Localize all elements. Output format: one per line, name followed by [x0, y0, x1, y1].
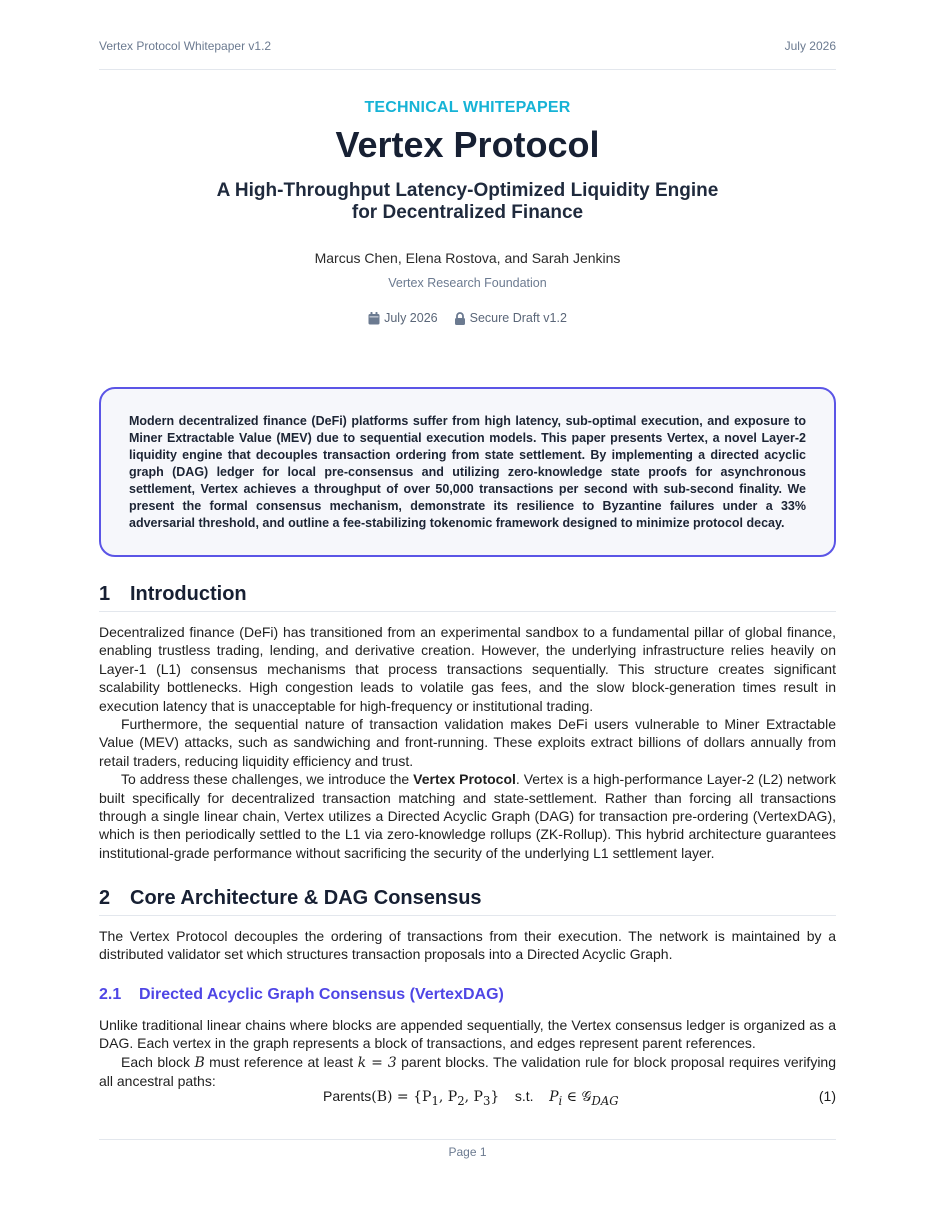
- paragraph: [99, 770, 836, 862]
- math-inline: k = 3: [357, 1054, 397, 1071]
- document-title: Vertex Protocol: [335, 124, 600, 165]
- protocol-name-emphasis: Vertex Protocol: [413, 771, 516, 788]
- subtitle-line-2: for Decentralized Finance: [351, 202, 584, 223]
- meta-date: [368, 311, 438, 325]
- equation-term: ∈ 𝒢: [562, 1089, 592, 1105]
- meta-status: [454, 311, 567, 325]
- running-header-title: Vertex Protocol Whitepaper v1.2: [99, 39, 272, 53]
- section-heading-core-architecture: [99, 887, 836, 916]
- meta-date-text: July 2026: [384, 311, 438, 325]
- section-title: Core Architecture & DAG Consensus: [130, 887, 482, 909]
- section-title: Introduction: [130, 583, 247, 605]
- equation-arg: (B): [371, 1089, 393, 1105]
- paragraph: Unlike traditional linear chains where blocks are appended sequentially, the Vertex consensus ledger is organized as a DAG. Each vertex in the graph represents a block of transactions, and edges represent parent references.: [99, 1017, 836, 1052]
- paragraph-text: parent blocks. The validation rule for block proposal requires verifying all ancestral paths:: [99, 1053, 837, 1090]
- section-body-core-architecture: [99, 927, 836, 964]
- running-header: [99, 39, 836, 53]
- equation-var: P: [549, 1089, 559, 1105]
- equation-sub: 1: [431, 1093, 439, 1108]
- abstract-text: Modern decentralized finance (DeFi) platforms suffer from high latency, sub-optimal execution, and exposure to Miner Extractable Value (MEV) due to sequential execution models. This paper presents Vertex, a novel Layer-2 liquidity engine that decouples transaction ordering from state settlement. By implementing a directed acyclic graph (DAG) ledger for local pre-consensus and utilizing zero-knowledge state proofs for asynchronous settlement, Vertex achieves a throughput of over 50,000 transactions per second with sub-second finality. We present the formal consensus mechanism, demonstrate its resilience to Byzantine failures under a 33% adversarial threshold, and outline a fee-stabilizing tokenomic framework designed to minimize protocol decay.: [129, 414, 806, 530]
- math-variable: B: [194, 1054, 205, 1071]
- section-body-introduction: [99, 623, 836, 862]
- running-header-date: July 2026: [784, 39, 836, 53]
- equation-such-that: s.t.: [514, 1088, 534, 1104]
- header-divider: [99, 69, 836, 70]
- subsection-number: 2.1: [99, 986, 122, 1003]
- equation-term: , P: [464, 1089, 483, 1105]
- affiliation: Vertex Research Foundation: [388, 276, 547, 290]
- paragraph: The Vertex Protocol decouples the ordering of transactions from their execution. The network is maintained by a distributed validator set which structures transaction proposals into a Directed Acyclic Graph.: [99, 928, 836, 963]
- equation-sub: i: [558, 1093, 563, 1108]
- paragraph-text: Each block: [121, 1053, 195, 1070]
- equation-term: , P: [438, 1089, 458, 1105]
- subsection-heading-vertexdag: [99, 986, 504, 1004]
- equation-sub: 3: [482, 1093, 491, 1108]
- subsection-title: Directed Acyclic Graph Consensus (VertexDAG): [139, 986, 504, 1003]
- calendar-icon: [368, 312, 380, 325]
- author-list: Marcus Chen, Elena Rostova, and Sarah Jenkins: [314, 250, 621, 266]
- abstract-box: [99, 387, 836, 557]
- document-meta: [0, 311, 935, 325]
- document-kicker: TECHNICAL WHITEPAPER: [364, 99, 571, 116]
- section-number: 2: [99, 887, 111, 909]
- footer-divider: [99, 1139, 836, 1140]
- document-subtitle: [0, 180, 935, 224]
- paragraph-text: To address these challenges, we introduce the: [121, 771, 414, 788]
- subsection-body-vertexdag: [99, 1016, 836, 1091]
- lock-icon: [454, 312, 466, 325]
- equation-function: Parents: [323, 1088, 372, 1104]
- equation-term: }: [490, 1089, 500, 1105]
- paragraph: Furthermore, the sequential nature of transaction validation makes DeFi users vulnerable to Miner Extractable Value (MEV) attacks, such as sandwiching and front-running. These exploits extract billions of dollars annually from retail traders, reducing liquidity efficiency and trust.: [99, 716, 836, 769]
- paragraph: [99, 1053, 836, 1091]
- paragraph: Decentralized finance (DeFi) has transitioned from an experimental sandbox to a fundamental pillar of global finance, enabling trustless trading, lending, and derivative creation. However, the underlying infrastructure relies heavily on Layer-1 (L1) consensus mechanisms that process transactions sequentially. This structure creates significant scalability bottlenecks. High congestion leads to volatile gas fees, and the slow block-generation times result in execution latency that is unacceptable for high-frequency or institutional trading.: [99, 624, 836, 714]
- paragraph-text: must reference at least: [204, 1053, 358, 1070]
- meta-status-text: Secure Draft v1.2: [469, 311, 567, 325]
- equation-number: (1): [818, 1088, 836, 1104]
- equation-term: = {P: [392, 1089, 432, 1105]
- section-heading-introduction: [99, 583, 836, 612]
- page-number: Page 1: [448, 1145, 487, 1159]
- paragraph-text: . Vertex is a high-performance Layer-2 (L2) network built specifically for decentralized transaction matching and state-settlement. Rather than forcing all transactions through a single linear chain, Vertex utilizes a Directed Acyclic Graph (DAG) for transaction pre-ordering (VertexDAG), which is then periodically settled to the L1 via zero-knowledge rollups (ZK-Rollup). This hybrid architecture guarantees institutional-grade performance without sacrificing the security of the underlying L1 settlement layer.: [99, 771, 836, 861]
- equation-sub: 2: [457, 1093, 465, 1108]
- equation-sub: DAG: [591, 1093, 619, 1108]
- section-number: 1: [99, 583, 111, 605]
- equation-body: [323, 1088, 619, 1108]
- subtitle-line-1: A High-Throughput Latency-Optimized Liquidity Engine: [216, 180, 719, 201]
